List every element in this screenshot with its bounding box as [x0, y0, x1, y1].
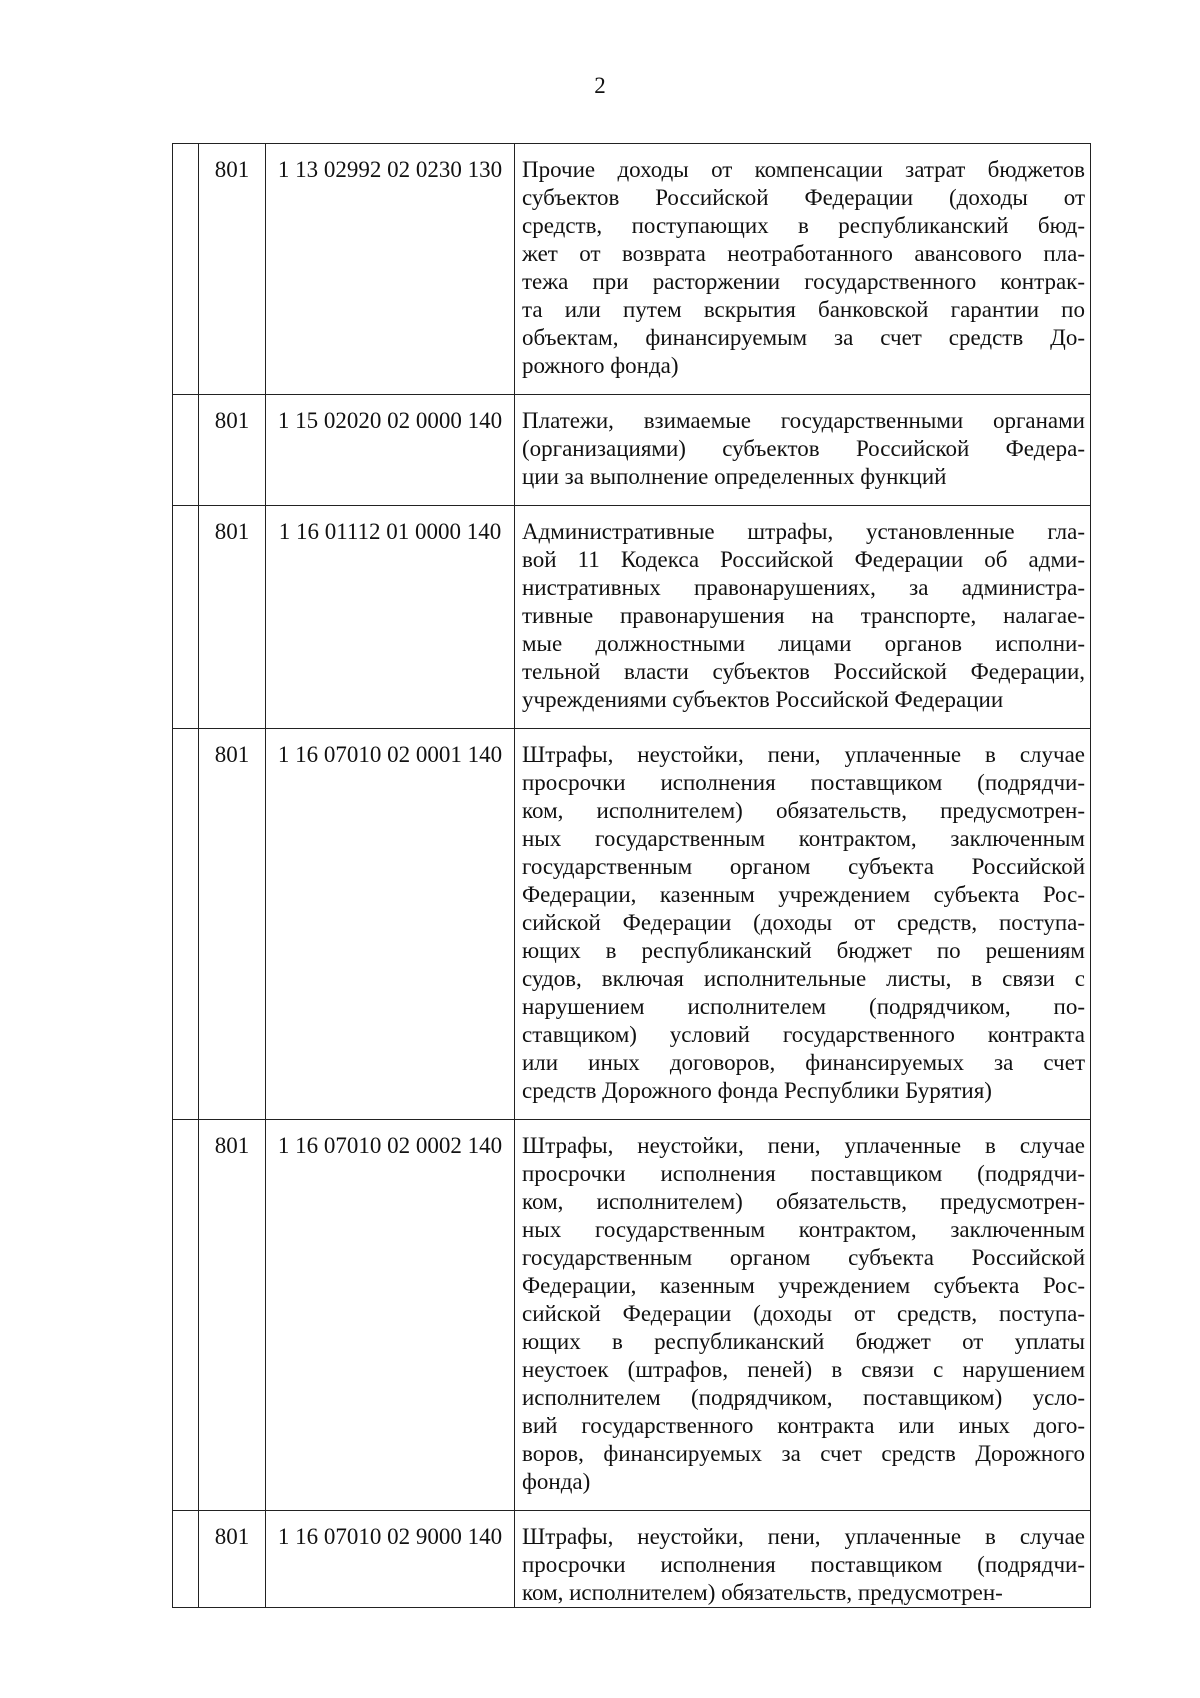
admin-code-cell: 801 [199, 1120, 266, 1511]
description-line: ции за выполнение определенных функций [522, 464, 947, 489]
description-cell [515, 395, 1091, 506]
table-row [173, 1511, 1091, 1608]
description-line: сийской Федерации (доходы от средств, поступа- [522, 1301, 1085, 1326]
budget-code-cell: 1 16 07010 02 9000 140 [266, 1511, 515, 1608]
description-line: фонда) [522, 1469, 591, 1494]
description-line: судов, включая исполнительные листы, в связи с [522, 966, 1085, 991]
description-line: исполнителем (подрядчиком, поставщиком) усло- [522, 1385, 1085, 1410]
description-line: государственным органом субъекта Российской [522, 1245, 1085, 1270]
description-line: тельной власти субъектов Российской Федерации, [522, 659, 1085, 684]
table-row [173, 506, 1091, 729]
description-line: ющих в республиканский бюджет от уплаты [522, 1329, 1085, 1354]
description-line: Прочие доходы от компенсации затрат бюджетов [522, 157, 1085, 182]
description-line: просрочки исполнения поставщиком (подрядчи- [522, 1552, 1085, 1577]
description-line: государственным органом субъекта Российской [522, 854, 1085, 879]
description-line: жет от возврата неотработанного авансового пла- [522, 241, 1085, 266]
description-line: просрочки исполнения поставщиком (подрядчи- [522, 770, 1085, 795]
admin-code-cell: 801 [199, 506, 266, 729]
description-line: ных государственным контрактом, заключенным [522, 1217, 1085, 1242]
table-row [173, 729, 1091, 1120]
description-line: неустоек (штрафов, пеней) в связи с нарушением [522, 1357, 1085, 1382]
budget-code-cell: 1 15 02020 02 0000 140 [266, 395, 515, 506]
description-line: Штрафы, неустойки, пени, уплаченные в случае [522, 742, 1085, 767]
table-row [173, 1120, 1091, 1511]
description-cell [515, 1120, 1091, 1511]
admin-code-cell: 801 [199, 395, 266, 506]
empty-cell [173, 1120, 199, 1511]
description-line: или иных договоров, финансируемых за счет [522, 1050, 1085, 1075]
empty-cell [173, 1511, 199, 1608]
description-cell [515, 1511, 1091, 1608]
description-line: ющих в республиканский бюджет по решениям [522, 938, 1085, 963]
description-cell [515, 144, 1091, 395]
budget-code-cell: 1 16 01112 01 0000 140 [266, 506, 515, 729]
empty-cell [173, 729, 199, 1120]
description-line: Штрафы, неустойки, пени, уплаченные в случае [522, 1524, 1085, 1549]
description-line: вий государственного контракта или иных дого- [522, 1413, 1085, 1438]
page-number: 2 [594, 73, 606, 98]
description-line: тивные правонарушения на транспорте, налагае- [522, 603, 1085, 628]
table-row [173, 395, 1091, 506]
budget-code-cell: 1 16 07010 02 0001 140 [266, 729, 515, 1120]
description-line: ных государственным контрактом, заключенным [522, 826, 1085, 851]
description-line: рожного фонда) [522, 353, 679, 378]
description-cell [515, 506, 1091, 729]
description-line: вой 11 Кодекса Российской Федерации об адми- [522, 547, 1085, 572]
budget-classification-table [172, 143, 1091, 1608]
description-line: средств Дорожного фонда Республики Бурятия) [522, 1078, 992, 1103]
description-line: Платежи, взимаемые государственными органами [522, 408, 1085, 433]
admin-code-cell: 801 [199, 1511, 266, 1608]
admin-code-cell: 801 [199, 729, 266, 1120]
description-line: ставщиком) условий государственного контракта [522, 1022, 1085, 1047]
description-line: тежа при расторжении государственного контрак- [522, 269, 1085, 294]
admin-code-cell: 801 [199, 144, 266, 395]
description-line: мые должностными лицами органов исполни- [522, 631, 1085, 656]
description-line: учреждениями субъектов Российской Федерации [522, 687, 1004, 712]
description-line: Федерации, казенным учреждением субъекта Рос- [522, 882, 1085, 907]
description-line: нистративных правонарушениях, за администра- [522, 575, 1085, 600]
description-line: ком, исполнителем) обязательств, предусмотрен- [522, 1580, 1003, 1605]
description-line: Штрафы, неустойки, пени, уплаченные в случае [522, 1133, 1085, 1158]
empty-cell [173, 395, 199, 506]
budget-code-cell: 1 16 07010 02 0002 140 [266, 1120, 515, 1511]
budget-code-cell: 1 13 02992 02 0230 130 [266, 144, 515, 395]
description-line: нарушением исполнителем (подрядчиком, по- [522, 994, 1085, 1019]
description-line: объектам, финансируемым за счет средств До- [522, 325, 1085, 350]
description-line: Федерации, казенным учреждением субъекта Рос- [522, 1273, 1085, 1298]
description-line: воров, финансируемых за счет средств Дорожного [522, 1441, 1085, 1466]
description-line: (организациями) субъектов Российской Федера- [522, 436, 1085, 461]
empty-cell [173, 144, 199, 395]
description-line: просрочки исполнения поставщиком (подрядчи- [522, 1161, 1085, 1186]
description-line: сийской Федерации (доходы от средств, поступа- [522, 910, 1085, 935]
description-line: средств, поступающих в республиканский бюд- [522, 213, 1085, 238]
description-line: та или путем вскрытия банковской гарантии по [522, 297, 1085, 322]
description-line: субъектов Российской Федерации (доходы от [522, 185, 1085, 210]
description-line: ком, исполнителем) обязательств, предусмотрен- [522, 798, 1085, 823]
description-line: ком, исполнителем) обязательств, предусмотрен- [522, 1189, 1085, 1214]
description-line: Административные штрафы, установленные гла- [522, 519, 1085, 544]
table-row [173, 144, 1091, 395]
empty-cell [173, 506, 199, 729]
table-body [173, 144, 1091, 1608]
description-cell [515, 729, 1091, 1120]
